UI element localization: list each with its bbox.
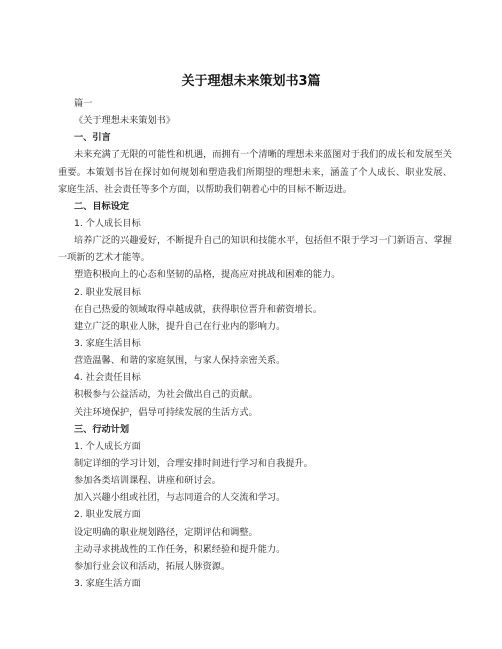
- paragraph: 参加各类培训课程、讲座和研讨会。: [74, 475, 221, 487]
- subheading: 2. 职业发展目标: [74, 286, 141, 298]
- document-body: [58, 95, 452, 592]
- paragraph: 设定明确的职业规划路径，定期评估和调整。: [74, 526, 258, 538]
- paragraph: 在自己热爱的领域取得卓越成就，获得职位晋升和薪资增长。: [74, 303, 323, 315]
- paragraph: 营造温馨、和谐的家庭氛围，与家人保持亲密关系。: [74, 355, 286, 367]
- paragraph: 培养广泛的兴趣爱好，不断提升自己的知识和技能水平，包括但不限于学习一门新语言、掌握一项新的艺术才能等。: [58, 235, 452, 264]
- section-heading-intro: 一、引言: [74, 132, 111, 144]
- paragraph: 积极参与公益活动，为社会做出自己的贡献。: [74, 389, 258, 401]
- paragraph: 主动寻求挑战性的工作任务，积累经验和提升能力。: [74, 543, 286, 555]
- section-heading-goals: 二、目标设定: [74, 200, 130, 212]
- subheading: 1. 个人成长方面: [74, 440, 141, 452]
- intro-paragraph: 未来充满了无限的可能性和机遇，而拥有一个清晰的理想未来蓝图对于我们的成长和发展至关重要。本策划书旨在探讨如何规划和塑造我们所期望的理想未来，涵盖了个人成长、职业发展、家庭生活、社会责任等多个方面，以帮助我们朝着心中的目标不断迈进。: [58, 149, 452, 195]
- subtitle: 《关于理想未来策划书》: [74, 115, 176, 127]
- subheading: 1. 个人成长目标: [74, 218, 141, 230]
- subheading: 2. 职业发展方面: [74, 509, 141, 521]
- subheading: 3. 家庭生活方面: [74, 578, 141, 590]
- section-heading-plan: 三、行动计划: [74, 423, 130, 435]
- paragraph: 加入兴趣小组或社团，与志同道合的人交流和学习。: [74, 492, 286, 504]
- paragraph: 塑造积极向上的心态和坚韧的品格，提高应对挑战和困难的能力。: [74, 269, 341, 281]
- section-label: 篇一: [74, 98, 93, 109]
- paragraph: 关注环境保护，倡导可持续发展的生活方式。: [74, 406, 258, 418]
- paragraph: 制定详细的学习计划，合理安排时间进行学习和自我提升。: [74, 458, 313, 470]
- subheading: 3. 家庭生活目标: [74, 338, 141, 350]
- paragraph: 建立广泛的职业人脉，提升自己在行业内的影响力。: [74, 320, 286, 332]
- document-title: 关于理想未来策划书3篇: [181, 74, 321, 89]
- paragraph: 参加行业会议和活动，拓展人脉资源。: [74, 560, 231, 572]
- subheading: 4. 社会责任目标: [74, 372, 141, 384]
